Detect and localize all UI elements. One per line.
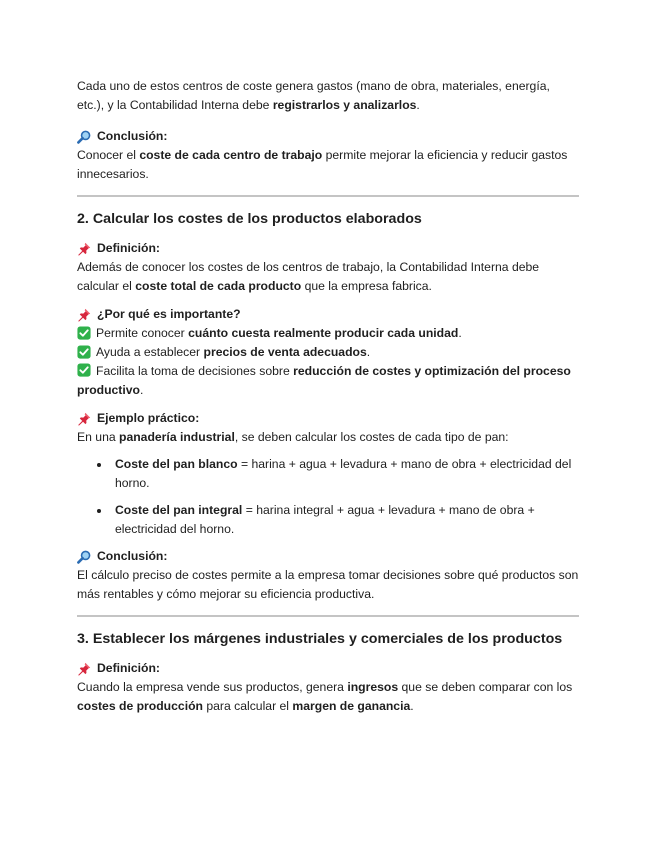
check-item: Ayuda a establecer precios de venta adecuados. [77,343,579,362]
conclusion-paragraph: Conocer el coste de cada centro de trabajo permite mejorar la eficiencia y reducir gastos innecesarios. [77,148,568,181]
conclusion-heading: Conclusión: [77,127,579,146]
conclusion-paragraph: El cálculo preciso de costes permite a la empresa tomar decisiones sobre qué productos son más rentables y cómo mejorar su eficiencia productiva. [77,568,579,601]
intro-paragraph [77,77,579,115]
conclusion-heading: Conclusión: [77,547,579,566]
check-icon [77,345,91,359]
example-heading: Ejemplo práctico: [77,409,579,428]
definition-heading: Definición: [77,659,579,678]
pushpin-icon [77,412,91,426]
importance-list [77,324,579,400]
section-3-title: 3. Establecer los márgenes industriales y comerciales de los productos [77,631,563,647]
section-divider [77,615,579,617]
example-bullet-list [77,455,579,539]
magnifier-icon [77,550,91,564]
pushpin-icon [77,242,91,256]
magnifier-icon [77,130,91,144]
intro-text-end: . [416,98,420,112]
document-page [77,77,579,725]
check-icon [77,363,91,377]
importance-heading: ¿Por qué es importante? [77,305,579,324]
section-2-title: 2. Calcular los costes de los productos elaborados [77,211,422,227]
section-divider [77,195,579,197]
definition-paragraph: Cuando la empresa vende sus productos, genera ingresos que se deben comparar con los costes de producción para calcular el margen de ganancia. [77,680,573,713]
pushpin-icon [77,662,91,676]
example-paragraph: En una panadería industrial, se deben calcular los costes de cada tipo de pan: [77,430,509,444]
list-item: Coste del pan integral = harina integral + agua + levadura + mano de obra + electricidad del horno. [77,501,579,539]
pushpin-icon [77,308,91,322]
check-icon [77,326,91,340]
check-item: Facilita la toma de decisiones sobre reducción de costes y optimización del proceso productivo. [77,364,571,397]
definition-paragraph: Además de conocer los costes de los centros de trabajo, la Contabilidad Interna debe calcular el coste total de cada producto que la empresa fabrica. [77,260,540,293]
intro-bold: registrarlos y analizarlos [272,98,417,112]
definition-heading: Definición: [77,239,579,258]
intro-text: Cada uno de estos centros de coste genera gastos (mano de obra, materiales, energía, etc.), y la Contabilidad Interna debe [77,79,550,112]
list-item: Coste del pan blanco = harina + agua + levadura + mano de obra + electricidad del horno. [77,455,579,493]
check-item: Permite conocer cuánto cuesta realmente producir cada unidad. [77,324,579,343]
